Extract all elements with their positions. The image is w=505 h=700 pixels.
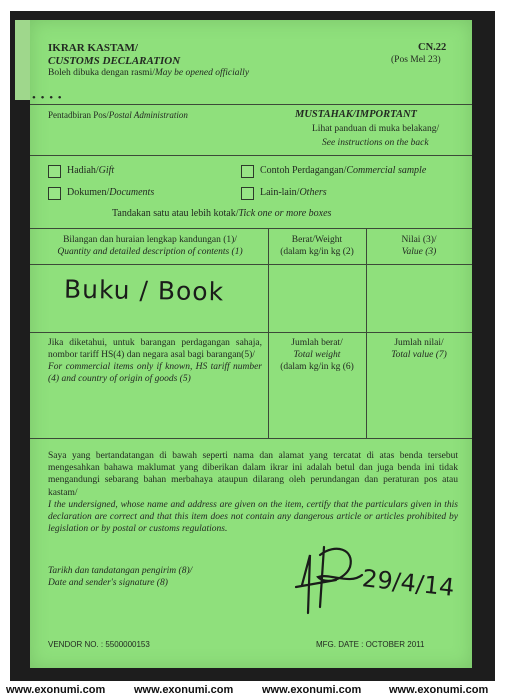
- form-title-en: CUSTOMS DECLARATION: [48, 55, 181, 67]
- important-title: MUSTAHAK/IMPORTANT: [295, 109, 417, 120]
- divider-checkboxes: [30, 155, 472, 156]
- postal-admin: Pentadbiran Pos/Postal Administration: [48, 110, 188, 120]
- handwritten-contents: Buku / Book: [63, 274, 225, 307]
- open-officially: Boleh dibuka dengan rasmi/May be opened officially: [48, 68, 250, 78]
- table-col-divider-1: [268, 228, 269, 438]
- col-value-header: Nilai (3)/ Value (3): [401, 235, 437, 257]
- form-code: CN.22: [418, 42, 447, 53]
- handwritten-signature: [280, 525, 370, 620]
- documents-label: Dokumen/Documents: [67, 187, 155, 198]
- commercial-sample-label: Contoh Perdagangan/Commercial sample: [260, 165, 427, 176]
- form-title-ms: IKRAR KASTAM/: [48, 42, 138, 54]
- total-value-label: Jumlah nilai/ Total value (7): [391, 338, 447, 360]
- others-checkbox[interactable]: [241, 187, 254, 200]
- manufacture-date: MFG. DATE : OCTOBER 2011: [316, 640, 425, 649]
- table-bottom-border: [30, 438, 472, 439]
- vendor-number: VENDOR NO. : 5500000153: [48, 640, 150, 649]
- customs-form: [30, 20, 472, 668]
- others-label: Lain-lain/Others: [260, 187, 327, 198]
- form-subcode: (Pos Mel 23): [391, 55, 441, 65]
- col-description-header: Bilangan dan huraian lengkap kandungan (1)/ Quantity and detailed description of contents (1): [57, 235, 243, 257]
- hs-tariff-note: Jika diketahui, untuk barangan perdagangan sahaja, nombor tariff HS(4) dan negara asal bagi barangan(5)/ For commercial items only if known, HS tariff number (4) and country of origin of goods (5): [48, 338, 262, 384]
- handwritten-date: 29/4/14: [360, 564, 456, 602]
- watermark-4: www.exonumi.com: [389, 684, 489, 696]
- table-col-divider-2: [366, 228, 367, 438]
- declaration-text: Saya yang bertandatangan di bawah seperti nama dan alamat yang tercatat di atas benda tersebut mengesahkan bahawa maklumat yang diberikan dalam ikrar ini adalah betul dan juga benda ini tidak mengandungi sebarang bahan merbahaya ataupun dilarang oleh perundangan dan peraturan pos atau kastam/ I the undersigned, whose name and address are given on the item, certify that the particulars given in this declaration are correct and that this item does not contain any dangerous article or articles prohibited by legislation or by postal or customs regulations.: [48, 451, 458, 535]
- commercial-sample-checkbox[interactable]: [241, 165, 254, 178]
- gift-checkbox[interactable]: [48, 165, 61, 178]
- gift-label: Hadiah/Gift: [67, 165, 115, 176]
- watermark-row: [0, 683, 505, 700]
- documents-checkbox[interactable]: [48, 187, 61, 200]
- watermark-2: www.exonumi.com: [134, 684, 234, 696]
- table-top-border: [30, 228, 472, 229]
- table-contents-border: [30, 332, 472, 333]
- important-line-en: See instructions on the back: [322, 138, 429, 148]
- tick-instruction: Tandakan satu atau lebih kotak/Tick one or more boxes: [112, 208, 332, 219]
- table-header-border: [30, 264, 472, 265]
- col-weight-header: Berat/Weight (dalam kg/in kg (2): [280, 235, 354, 257]
- watermark-1: www.exonumi.com: [6, 684, 106, 696]
- important-line-ms: Lihat panduan di muka belakang/: [312, 124, 440, 134]
- watermark-3: www.exonumi.com: [262, 684, 362, 696]
- perforation-dots: • • • •: [32, 92, 63, 104]
- divider-top: [30, 104, 472, 105]
- signature-label: Tarikh dan tandatangan pengirim (8)/ Date and sender's signature (8): [48, 566, 193, 588]
- total-weight-label: Jumlah berat/ Total weight (dalam kg/in kg (6): [280, 338, 354, 372]
